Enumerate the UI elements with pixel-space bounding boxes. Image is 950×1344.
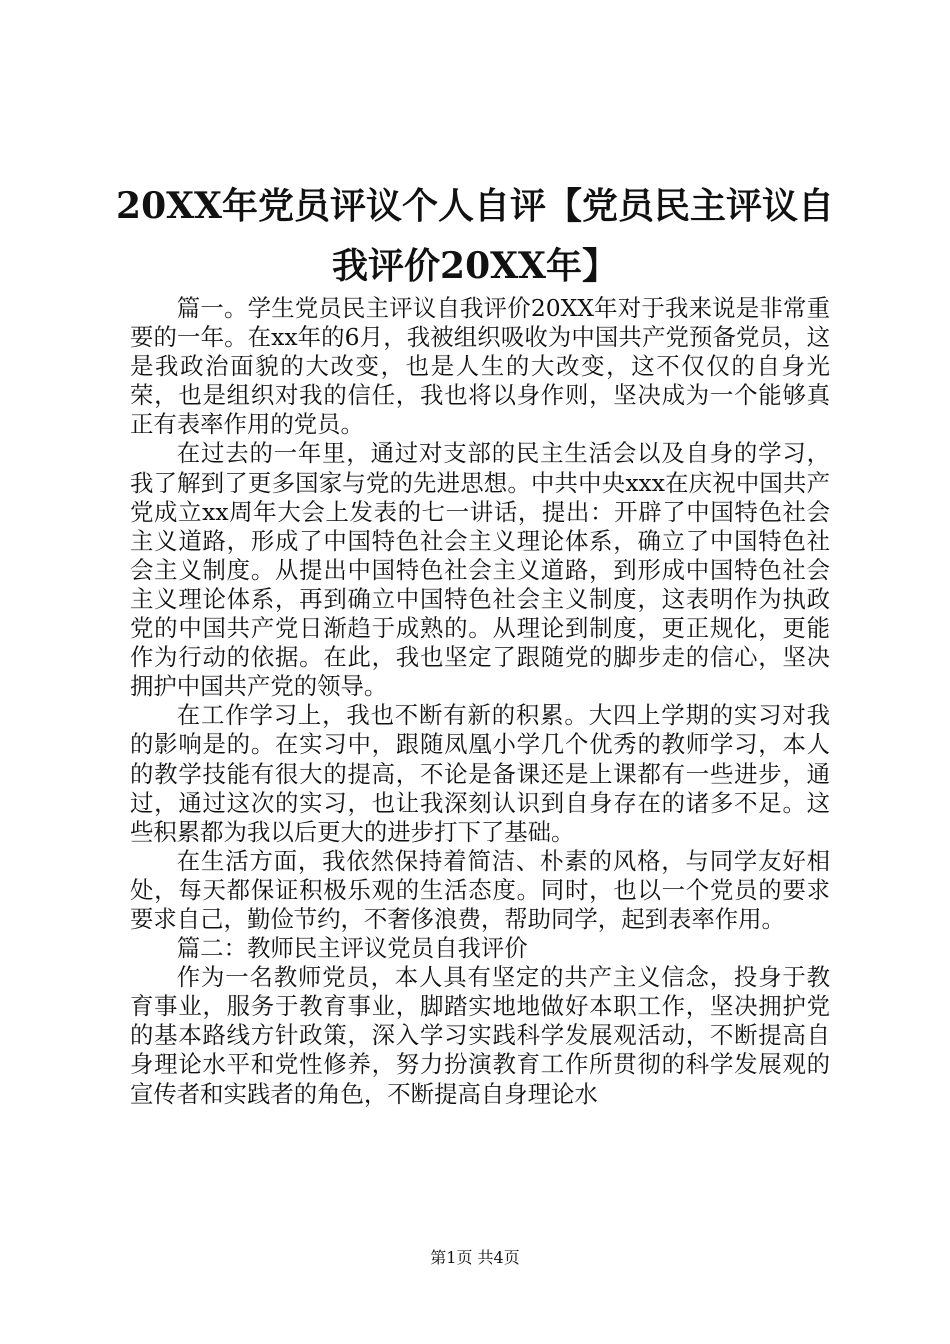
document-title bbox=[110, 176, 840, 296]
page-footer: 第1页 共4页 bbox=[430, 1248, 520, 1267]
paragraph-3: 在工作学习上，我也不断有新的积累。大四上学期的实习对我的影响是的。在实习中，跟随凤凰小学几个优秀的教师学习，本人的教学技能有很大的提高，不论是备课还是上课都有一些进步，通过，通过这次的实习，也让我深刻认识到自身存在的诸多不足。这些积累都为我以后更大的进步打下了基础。 bbox=[130, 701, 830, 846]
paragraph-4: 在生活方面，我依然保持着简洁、朴素的风格，与同学友好相处，每天都保证积极乐观的生活态度。同时，也以一个党员的要求要求自己，勤俭节约，不奢侈浪费，帮助同学，起到表率作用。 bbox=[130, 846, 830, 933]
paragraph-2: 在过去的一年里，通过对支部的民主生活会以及自身的学习，我了解到了更多国家与党的先进思想。中共中央xxx在庆祝中国共产党成立xx周年大会上发表的七一讲话，提出：开辟了中国特色社会主义道路，形成了中国特色社会主义理论体系，确立了中国特色社会主义制度。从提出中国特色社会主义道路，到形成中国特色社会主义理论体系，再到确立中国特色社会主义制度，这表明作为执政党的中国共产党日渐趋于成熟的。从理论到制度，更正规化，更能作为行动的依据。在此，我也坚定了跟随党的脚步走的信心，坚决拥护中国共产党的领导。 bbox=[130, 439, 830, 701]
section-heading-2: 篇二：教师民主评议党员自我评价 bbox=[176, 934, 528, 963]
title-line-2: 我评价20XX年】 bbox=[332, 245, 618, 287]
title-line-1: 20XX年党员评议个人自评【党员民主评议自 bbox=[116, 185, 834, 227]
paragraph-1: 篇一。学生党员民主评议自我评价20XX年对于我来说是非常重要的一年。在xx年的6月，我被组织吸收为中国共产党预备党员，这是我政治面貌的大改变，也是人生的大改变，这不仅仅的自身光荣，也是组织对我的信任，我也将以身作则，坚决成为一个能够真正有表率作用的党员。 bbox=[130, 294, 830, 439]
paragraph-5: 作为一名教师党员，本人具有坚定的共产主义信念，投身于教育事业，服务于教育事业，脚踏实地地做好本职工作，坚决拥护党的基本路线方针政策，深入学习实践科学发展观活动，不断提高自身理论水平和党性修养，努力扮演教育工作所贯彻的科学发展观的宣传者和实践者的角色，不断提高自身理论水 bbox=[130, 963, 830, 1108]
document-body bbox=[130, 294, 830, 1109]
